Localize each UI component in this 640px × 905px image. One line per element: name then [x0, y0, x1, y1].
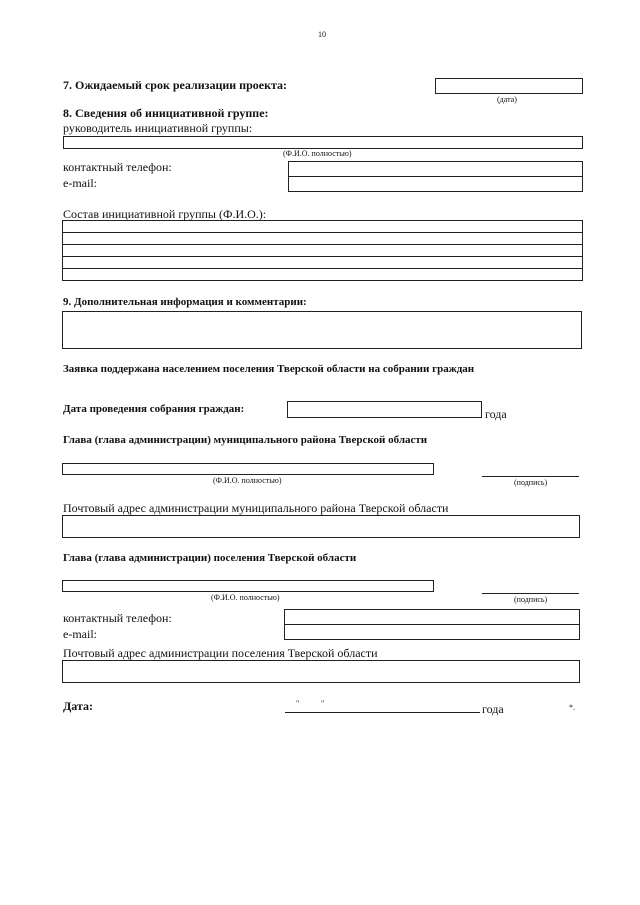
leader-phone-field[interactable]	[289, 162, 582, 176]
section-9-heading: 9. Дополнительная информация и комментарии:	[63, 296, 307, 308]
group-member-row-4[interactable]	[63, 257, 582, 268]
implementation-date-field[interactable]	[435, 78, 583, 94]
group-member-row-3[interactable]	[63, 245, 582, 256]
leader-phone-label: контактный телефон:	[63, 160, 172, 174]
date-caption: (дата)	[497, 95, 517, 104]
district-head-heading: Глава (глава администрации) муниципального района Тверской области	[63, 434, 428, 446]
date-day-mark: "	[296, 699, 300, 708]
district-address-field[interactable]	[62, 515, 580, 538]
support-statement: Заявка поддержана населением поселения Тверской области на собрании граждан	[63, 363, 475, 375]
leader-label: руководитель инициативной группы:	[63, 121, 253, 135]
settlement-head-heading: Глава (глава администрации) поселения Тверской области	[63, 552, 357, 564]
district-head-signature-line[interactable]	[482, 476, 579, 477]
trailing-mark: *.	[569, 703, 575, 712]
meeting-date-suffix: года	[485, 407, 507, 421]
group-member-row-5[interactable]	[63, 269, 582, 280]
settlement-email-label: e-mail:	[63, 627, 97, 641]
settlement-phone-label: контактный телефон:	[63, 611, 172, 625]
leader-email-label: e-mail:	[63, 176, 97, 190]
date-label: Дата:	[63, 699, 93, 713]
meeting-date-label: Дата проведения собрания граждан:	[63, 403, 245, 415]
settlement-phone-field[interactable]	[285, 610, 579, 624]
section-8-heading: 8. Сведения об инициативной группе:	[63, 106, 269, 120]
leader-name-caption: (Ф.И.О. полностью)	[283, 149, 352, 158]
leader-email-field[interactable]	[289, 177, 582, 191]
date-year-suffix: года	[482, 702, 504, 716]
district-address-label: Почтовый адрес администрации муниципального района Тверской области	[63, 501, 449, 515]
settlement-head-signature-caption: (подпись)	[514, 595, 548, 604]
group-member-row-1[interactable]	[63, 221, 582, 232]
meeting-date-field[interactable]	[287, 401, 482, 418]
additional-info-field[interactable]	[62, 311, 582, 349]
group-members-label: Состав инициативной группы (Ф.И.О.):	[63, 207, 267, 221]
page-number: 10	[318, 30, 326, 39]
settlement-head-signature-line[interactable]	[482, 593, 579, 594]
settlement-head-name-field[interactable]	[62, 580, 434, 592]
settlement-email-field[interactable]	[285, 625, 579, 639]
date-month-mark: "	[321, 699, 325, 708]
district-head-signature-caption: (подпись)	[514, 478, 548, 487]
district-head-name-caption: (Ф.И.О. полностью)	[213, 476, 282, 485]
district-head-name-field[interactable]	[62, 463, 434, 475]
settlement-head-name-caption: (Ф.И.О. полностью)	[211, 593, 280, 602]
group-member-row-2[interactable]	[63, 233, 582, 244]
section-7-heading: 7. Ожидаемый срок реализации проекта:	[63, 78, 288, 92]
signing-date-line[interactable]	[285, 712, 480, 713]
settlement-address-label: Почтовый адрес администрации поселения Тверской области	[63, 646, 378, 660]
leader-name-field[interactable]	[63, 136, 583, 149]
settlement-address-field[interactable]	[62, 660, 580, 683]
